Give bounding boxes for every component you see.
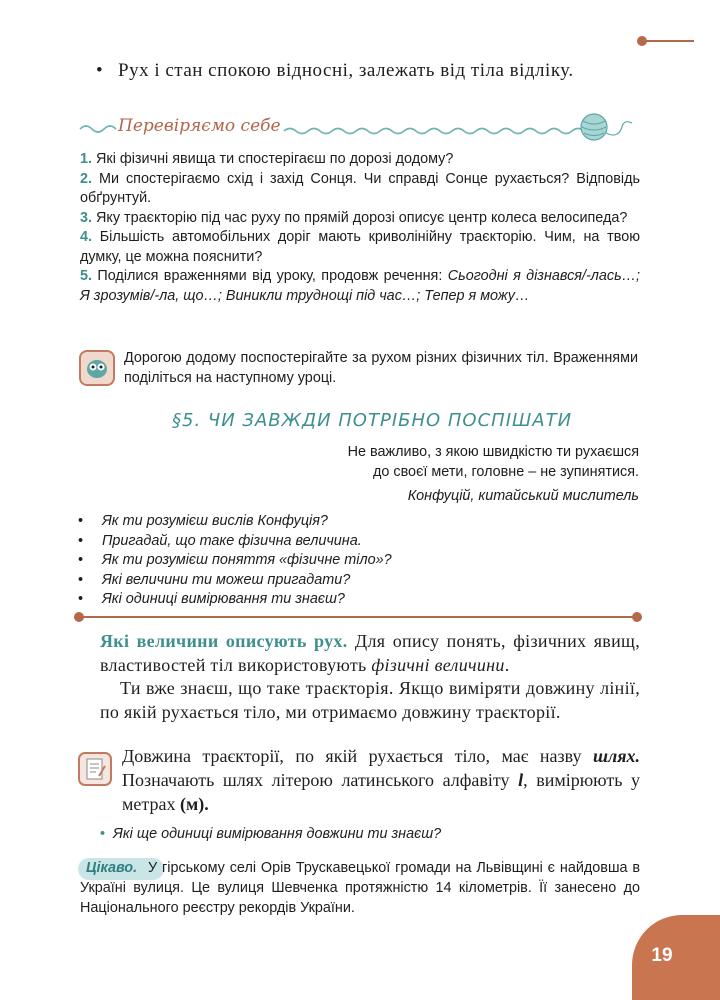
list-item: • Як ти розумієш вислів Конфуція? (78, 513, 328, 529)
epigraph (239, 442, 639, 506)
epigraph-line: до своєї мети, головне – не зупинятися. (372, 464, 639, 480)
list-item: 4. Більшість автомобільних доріг мають криволінійну траєкторію. Чим, на твою думку, це можна пояснити? (80, 229, 640, 265)
list-item: 5. Поділися враженнями від уроку, продовж речення: Сьогодні я дізнався/-лась…; Я зрозумів/-ла, що…; Виникли труднощі під час…; Тепер я можу… (80, 268, 641, 304)
list-item: • Які величини ти можеш пригадати? (78, 571, 351, 588)
homework-note: Дорогою додому поспостерігайте за рухом різних фізичних тіл. Враженнями поділіться на наступному уроці. (124, 350, 638, 386)
epigraph-line: Не важливо, з якою швидкістю ти рухаєшся (347, 444, 639, 460)
paragraph: Які величини описують рух. Для опису понять, фізичних явищ, властивостей тіл використовують фізичні величини. (100, 631, 641, 675)
paragraph-heading: Які величини описують рух. (100, 631, 348, 651)
list-item: • Які одиниці вимірювання ти знаєш? (78, 591, 345, 607)
extra-question: • Які ще одиниці вимірювання довжини ти знаєш? (100, 826, 442, 842)
paragraph: Ти вже знаєш, що таке траєкторія. Якщо виміряти довжину лінії, по якій рухається тіло, ми отримаємо довжину траєкторії. (100, 678, 640, 722)
page-number: 19 (651, 945, 673, 966)
interesting-fact: Цікаво. У гірському селі Орів Трускавецької громади на Львівщині є найдовша в Україні вулиця. Це вулиця Шевченка протяжністю 14 кілометрів. Її занесено до Національного реєстру рекордів України. (80, 860, 641, 916)
prompt-list (78, 512, 638, 610)
definition-box: Довжина траєкторії, по якій рухається тіло, має назву шлях. Позначають шлях літерою латинського алфавіту l, вимірюють у метрах (м). (122, 746, 641, 814)
bullet-icon: • (96, 60, 104, 81)
top-decoration-dot (637, 36, 647, 46)
intro-bullet-text: Рух і стан спокою відносні, залежать від тіла відліку. (118, 60, 574, 81)
self-check-title: Перевіряємо себе (118, 116, 281, 136)
intro-bullet (96, 59, 640, 83)
definition-term: шлях. (593, 746, 641, 766)
list-item: 2. Ми спостерігаємо схід і захід Сонця. Чи справді Сонце рухається? Відповідь обґрунтуй. (80, 170, 640, 206)
epigraph-author: Конфуцій, китайський мислитель (407, 488, 639, 504)
bullet-icon: • (100, 826, 106, 842)
list-item: 3. Яку траєкторію під час руху по прямій дорозі описує центр колеса велосипеда? (80, 209, 628, 226)
list-item: 1. Які фізичні явища ти спостерігаєш по дорозі додому? (80, 151, 454, 167)
notepad-icon (78, 752, 112, 786)
divider-dot (632, 612, 642, 622)
section-divider (78, 616, 638, 618)
section-title: §5. ЧИ ЗАВЖДИ ПОТРІБНО ПОСПІШАТИ (172, 410, 573, 431)
list-item: • Пригадай, що таке фізична величина. (78, 532, 362, 549)
self-check-questions (80, 150, 640, 306)
main-text (100, 630, 640, 724)
top-decoration-line (642, 40, 694, 42)
list-item: • Як ти розумієш поняття «фізичне тіло»? (78, 552, 392, 568)
divider-dot (74, 612, 84, 622)
fact-tag: Цікаво. (86, 860, 138, 876)
owl-icon (79, 350, 115, 386)
yarn-ball-icon (581, 114, 632, 140)
